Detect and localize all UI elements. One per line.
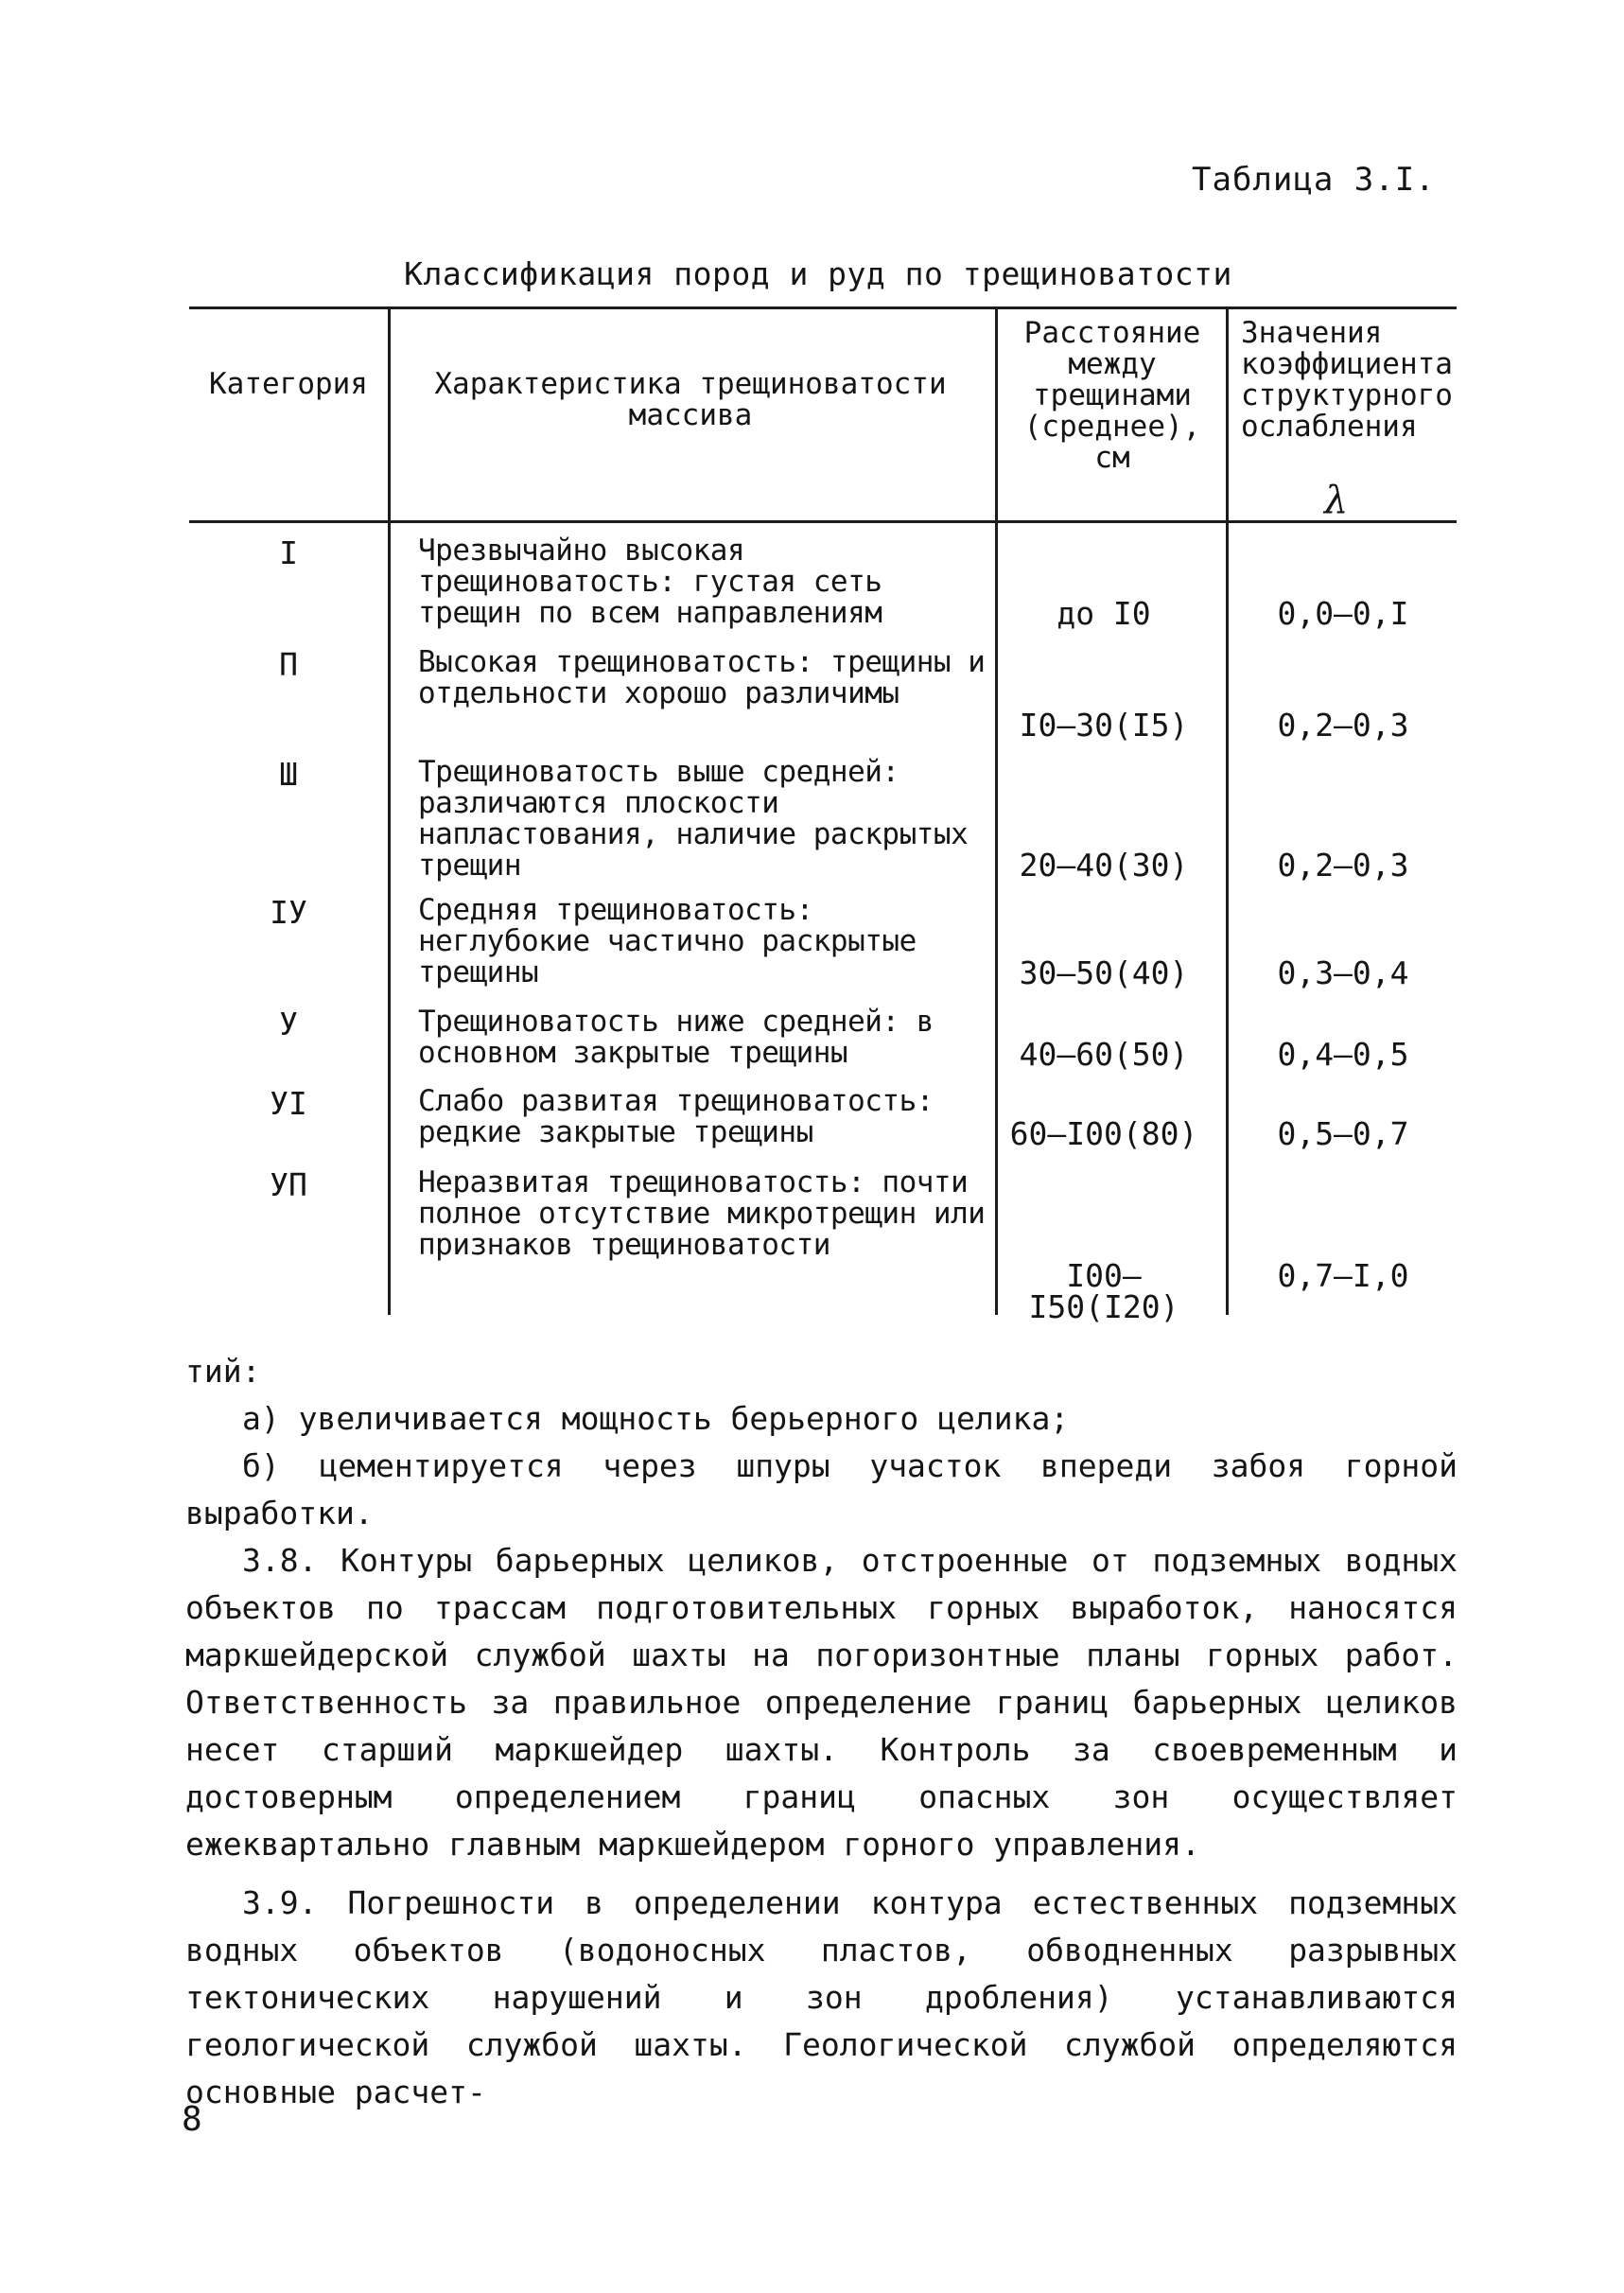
column-divider-2 [995,306,998,1315]
characteristic-cell: Средняя трещиноватость: неглубокие частично раскрытые трещины [418,893,917,989]
header-bottom-rule [189,520,1457,523]
table-top-rule [189,306,1457,309]
coefficient-cell: 0,2–0,3 [1277,707,1409,744]
list-item-b: б) цементируется через шпуры участок впереди забоя горной выработки. [185,1447,1458,1532]
distance-cell: 30–50(40) [1019,954,1189,991]
category-cell: П [279,646,298,683]
header-distance: Расстояние между трещинами (среднее), см [1023,316,1201,475]
coefficient-cell: 0,4–0,5 [1277,1036,1409,1073]
category-cell: УI [270,1085,307,1122]
distance-cell: 20–40(30) [1019,847,1189,884]
table-title: Классификация пород и руд по трещиноватости [404,255,1232,292]
distance-cell: 40–60(50) [1019,1036,1189,1073]
fracture-classification-table [189,306,1457,1325]
lead-word: тий: [185,1353,261,1390]
page-number: 8 [182,2100,202,2139]
table-label: Таблица 3.I. [1192,161,1436,199]
characteristic-cell: Трещиноватость выше средней: различаются плоскости напластования, наличие раскрытых трещин [418,755,969,883]
characteristic-cell: Трещиноватость ниже средней: в основном закрытые трещины [418,1005,934,1070]
paragraph-3-8: 3.8. Контуры барьерных целиков, отстроенные от подземных водных объектов по трассам подготовительных горных выработок, наносятся маркшейдерской службой шахты на погоризонтные планы горных работ. Ответственность за правильное определение границ барьерных целиков несет старший маркшейдер шахты. Контроль за своевременным и достоверным определением границ опасных зон осуществляет ежеквартально главным маркшейдером горного управления. [185,1542,1458,1863]
distance-cell: I00–I50(I20) [1028,1257,1179,1325]
characteristic-cell: Неразвитая трещиноватость: почти полное отсутствие микротрещин или признаков трещиноватости [418,1165,986,1262]
category-cell: I [279,534,298,571]
distance-cell: до I0 [1056,595,1151,632]
coefficient-cell: 0,5–0,7 [1277,1115,1409,1152]
header-coefficient: Значения коэффициента структурного ослабления [1241,316,1453,444]
characteristic-cell: Высокая трещиноватость: трещины и отдельности хорошо различимы [418,645,986,710]
list-item-a: а) увеличивается мощность берьерного целика; [242,1400,1070,1437]
characteristic-cell: Чрезвычайно высокая трещиноватость: густая сеть трещин по всем направлениям [418,534,882,630]
column-divider-1 [388,306,391,1315]
coefficient-cell: 0,0–0,I [1277,595,1409,632]
coefficient-cell: 0,3–0,4 [1277,954,1409,991]
characteristic-cell: Слабо развитая трещиноватость: редкие закрытые трещины [418,1084,934,1149]
header-category: Категория [209,367,368,401]
category-cell: IУ [270,894,307,931]
category-cell: УП [270,1166,307,1203]
column-divider-3 [1226,306,1229,1315]
lambda-symbol: λ [1324,479,1349,522]
category-cell: Ш [279,756,298,793]
coefficient-cell: 0,2–0,3 [1277,847,1409,884]
body-text [185,1348,1458,2116]
distance-cell: 60–I00(80) [1009,1115,1198,1152]
header-characteristic: Характеристика трещиноватости массива [434,367,947,432]
distance-cell: I0–30(I5) [1019,707,1189,744]
coefficient-cell: 0,7–I,0 [1277,1257,1409,1294]
category-cell: У [279,1006,298,1042]
paragraph-3-9: 3.9. Погрешности в определении контура естественных подземных водных объектов (водоносных пластов, обводненных разрывных тектонических нарушений и зон дробления) устанавливаются геологической службой шахты. Геологической службой определяются основные расчет- [185,1884,1458,2110]
